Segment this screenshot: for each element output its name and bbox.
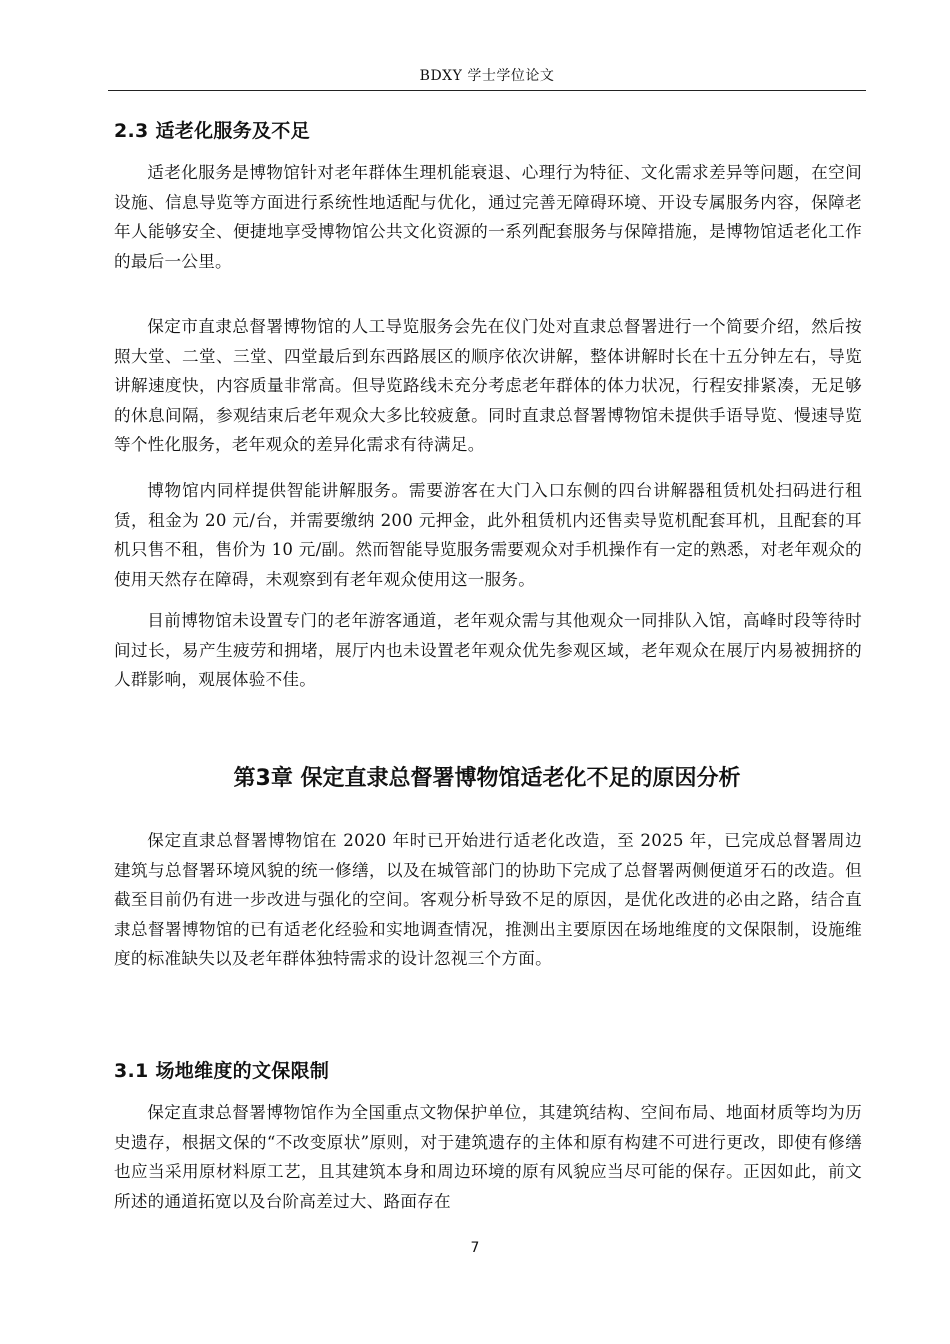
section-heading-2-3: 2.3 适老化服务及不足 (114, 120, 310, 142)
chapter-heading: 第3章 保定直隶总督署博物馆适老化不足的原因分析 (233, 766, 741, 791)
paragraph: 适老化服务是博物馆针对老年群体生理机能衰退、心理行为特征、文化需求差异等问题，在空间设施、信息导览等方面进行系统性地适配与优化，通过完善无障碍环境、开设专属服务内容，保障老年人能够安全、便捷地享受博物馆公共文化资源的一系列配套服务与保障措施，是博物馆适老化工作的最后一公里。 (114, 163, 862, 271)
header-rule (108, 90, 866, 91)
paragraph: 保定市直隶总督署博物馆的人工导览服务会先在仪门处对直隶总督署进行一个简要介绍，然后按照大堂、二堂、三堂、四堂最后到东西路展区的顺序依次讲解，整体讲解时长在十五分钟左右，导览讲解速度快，内容质量非常高。但导览路线未充分考虑老年群体的体力状况，行程安排紧凑，无足够的休息间隔，参观结束后老年观众大多比较疲惫。同时直隶总督署博物馆未提供手语导览、慢速导览等个性化服务，老年观众的差异化需求有待满足。 (114, 317, 862, 454)
paragraph: 博物馆内同样提供智能讲解服务。需要游客在大门入口东侧的四台讲解器租赁机处扫码进行租赁，租金为 20 元/台，并需要缴纳 200 元押金，此外租赁机内还售卖导览机配套耳机，且配套的耳机只售不租，售价为 10 元/副。然而智能导览服务需要观众对手机操作有一定的熟悉，对老年观众的使用天然存在障碍，未观察到有老年观众使用这一服务。 (114, 481, 862, 589)
page-number: 7 (470, 1240, 480, 1256)
running-header: BDXY 学士学位论文 (419, 68, 555, 84)
paragraph: 目前博物馆未设置专门的老年游客通道，老年观众需与其他观众一同排队入馆，高峰时段等待时间过长，易产生疲劳和拥堵，展厅内也未设置老年观众优先参观区域，老年观众在展厅内易被拥挤的人群影响，观展体验不佳。 (114, 611, 862, 689)
paragraph: 保定直隶总督署博物馆在 2020 年时已开始进行适老化改造，至 2025 年，已完成总督署周边建筑与总督署环境风貌的统一修缮，以及在城管部门的协助下完成了总督署两侧便道牙石的改造。但截至目前仍有进一步改进与强化的空间。客观分析导致不足的原因，是优化改进的必由之路，结合直隶总督署博物馆的已有适老化经验和实地调查情况，推测出主要原因在场地维度的文保限制，设施维度的标准缺失以及老年群体独特需求的设计忽视三个方面。 (114, 831, 862, 968)
section-heading-3-1: 3.1 场地维度的文保限制 (114, 1060, 330, 1082)
paragraph: 保定直隶总督署博物馆作为全国重点文物保护单位，其建筑结构、空间布局、地面材质等均为历史遗存，根据文保的“不改变原状”原则，对于建筑遗存的主体和原有构建不可进行更改，即使有修缮也应当采用原材料原工艺，且其建筑本身和周边环境的原有风貌应当尽可能的保存。正因如此，前文所述的通道拓宽以及台阶高差过大、路面存在 (114, 1103, 862, 1211)
